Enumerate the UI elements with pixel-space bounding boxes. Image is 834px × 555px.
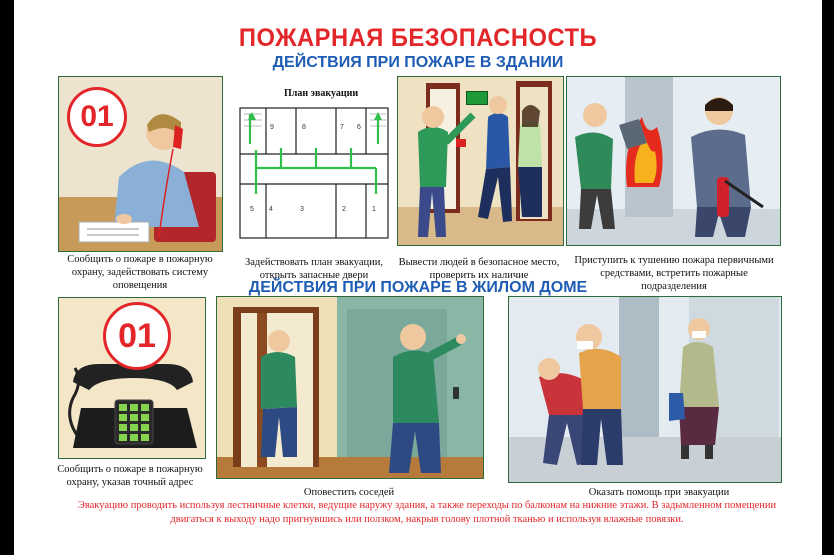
room-number: 8 <box>302 124 306 131</box>
panel-help-evacuate <box>508 296 782 483</box>
panel-home-call <box>58 297 206 459</box>
caption-extinguish-fire: Приступить к тушению пожара первичными средствами, встретить пожарные подразделения <box>574 255 774 292</box>
panel-notify-neighbors <box>216 296 484 479</box>
room-number: 9 <box>270 124 274 131</box>
exit-sign-icon <box>466 91 488 105</box>
section-title-home: ДЕЙСТВИЯ ПРИ ПОЖАРЕ В ЖИЛОМ ДОМЕ <box>248 279 588 296</box>
panel-office-call <box>58 76 223 252</box>
caption-home-call: Сообщить о пожаре в пожарную охрану, указав точный адрес <box>57 464 203 488</box>
poster <box>14 0 822 555</box>
room-number: 5 <box>250 206 254 213</box>
emergency-number-badge: 01 <box>67 87 127 147</box>
evacuation-plan-drawing <box>236 84 392 240</box>
room-number: 2 <box>342 206 346 213</box>
caption-office-call: Сообщить о пожаре в пожарную охрану, задействовать систему оповещения <box>67 254 213 291</box>
caption-help-evacuate: Оказать помощь при эвакуации <box>588 487 730 498</box>
notify-neighbors-illustration <box>217 297 483 478</box>
room-number: 6 <box>357 124 361 131</box>
section-title-building: ДЕЙСТВИЯ ПРИ ПОЖАРЕ В ЗДАНИИ <box>272 54 564 71</box>
footer-warning: Эвакуацию проводить используя лестничные клетки, ведущие наружу здания, а также переходы по балконам на нижние этажи. В задымленном помещении двигаться к выходу надо пригнувшись или ползком, накрыв голову плотной тканью и используя влажные повязки. <box>77 500 777 525</box>
poster-title: ПОЖАРНАЯ БЕЗОПАСНОСТЬ <box>238 24 598 52</box>
room-number: 3 <box>300 206 304 213</box>
panel-evacuation-plan <box>236 84 392 240</box>
help-evacuate-illustration <box>509 297 781 482</box>
caption-notify-neighbors: Оповестить соседей <box>303 487 395 498</box>
panel-extinguish-fire <box>566 76 781 246</box>
panel-lead-people-out <box>397 76 564 246</box>
room-number: 4 <box>269 206 273 213</box>
room-number: 7 <box>340 124 344 131</box>
room-number: 1 <box>372 206 376 213</box>
caption-evacuation-plan: Задействовать план эвакуации, открыть запасные двери <box>244 257 384 281</box>
emergency-number-badge: 01 <box>103 302 171 370</box>
extinguish-fire-illustration <box>567 77 780 245</box>
caption-lead-people-out: Вывести людей в безопасное место, проверить их наличие <box>398 257 560 281</box>
plan-title: План эвакуации <box>284 88 359 99</box>
